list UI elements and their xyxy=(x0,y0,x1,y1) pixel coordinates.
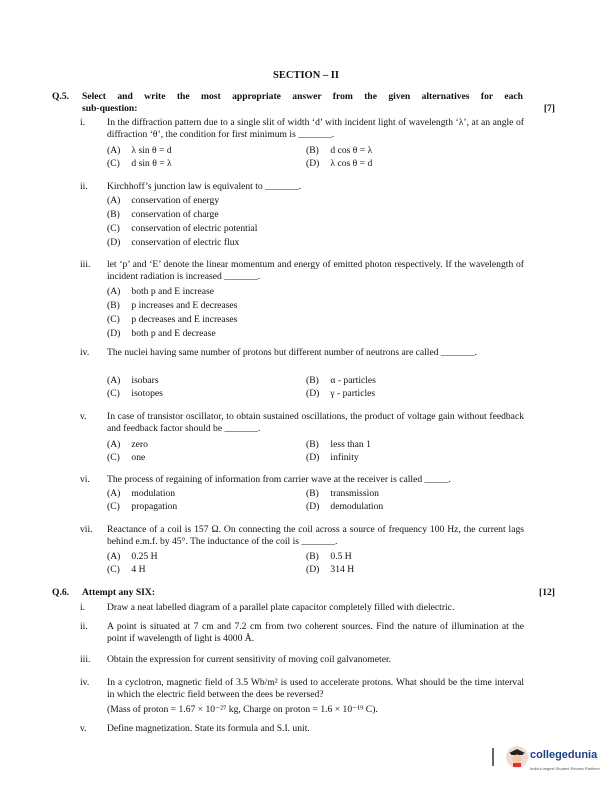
item-extra-note: (Mass of proton = 1.67 × 10⁻²⁷ kg, Charge on proton = 1.6 × 10⁻¹⁹ C). xyxy=(107,704,378,715)
q5-number: Q.5. xyxy=(52,91,70,102)
item-number: ii. xyxy=(80,621,88,632)
logo-divider xyxy=(492,748,494,766)
item-stem: Obtain the expression for current sensitivity of moving coil galvanometer. xyxy=(107,654,392,665)
option-a: (A) λ sin θ = d xyxy=(107,145,172,156)
option-a: (A) isobars xyxy=(107,375,159,386)
option-a: (A) 0.25 H xyxy=(107,551,158,562)
option-b: (B) d cos θ = λ xyxy=(306,145,373,156)
option-c: (C) d sin θ = λ xyxy=(107,158,172,169)
option-b: (B) α - particles xyxy=(306,375,376,386)
logo-name: collegedunia xyxy=(530,749,598,761)
option-c: (C) conservation of electric potential xyxy=(107,223,258,234)
item-stem: The process of regaining of information from carrier wave at the receiver is called _____. xyxy=(107,474,451,485)
option-d: (D) demodulation xyxy=(306,501,384,512)
option-d: (D) λ cos θ = d xyxy=(306,158,373,169)
option-b: (B) 0.5 H xyxy=(306,551,352,562)
option-a: (A) conservation of energy xyxy=(107,195,220,206)
item-stem: In the diffraction pattern due to a single slit of width ‘d’ with incident light of wavelength ‘λ’, at an angle of diffraction ‘θ’, the condition for first minimum is _______. xyxy=(107,117,524,140)
item-number: vi. xyxy=(80,474,90,485)
option-c: (C) one xyxy=(107,452,146,463)
option-d: (D) infinity xyxy=(306,452,359,463)
option-d: (D) both p and E decrease xyxy=(107,328,216,339)
item-stem: Draw a neat labelled diagram of a parallel plate capacitor completely filled with dielectric. xyxy=(107,602,455,613)
option-b: (B) conservation of charge xyxy=(107,209,219,220)
q5-instruction-line2: sub-question: xyxy=(82,103,138,114)
option-d: (D) conservation of electric flux xyxy=(107,237,240,248)
item-stem: A point is situated at 7 cm and 7.2 cm from two coherent sources. Find the nature of illumination at the point if wavelength of light is 4000 Å. xyxy=(107,621,524,644)
option-c: (C) isotopes xyxy=(107,388,163,399)
item-stem: The nuclei having same number of protons but different number of neutrons are called _______. xyxy=(107,347,477,358)
q5-instruction-line1: Select and write the most appropriate answer from the given alternatives for each xyxy=(82,91,523,102)
option-a: (A) modulation xyxy=(107,488,176,499)
item-number: v. xyxy=(80,723,87,734)
logo-tagline: India's largest Student Review Platform xyxy=(530,766,600,771)
collegedunia-logo xyxy=(492,746,602,776)
option-a: (A) both p and E increase xyxy=(107,286,214,297)
option-c: (C) propagation xyxy=(107,501,178,512)
item-number: iii. xyxy=(80,654,91,665)
q6-marks: [12] xyxy=(539,587,555,598)
option-b: (B) p increases and E decreases xyxy=(107,300,238,311)
item-number: v. xyxy=(80,411,87,422)
item-stem: In a cyclotron, magnetic field of 3.5 Wb/m² is used to accelerate protons. What should be the time interval in which the electric field between the dees be reversed? xyxy=(107,677,524,700)
item-stem: Reactance of a coil is 157 Ω. On connecting the coil across a source of frequency 100 Hz, the current lags behind e.m.f. by 45°. The inductance of the coil is _______. xyxy=(107,524,524,547)
q6-number: Q.6. xyxy=(52,587,70,598)
item-stem: Define magnetization. State its formula and S.I. unit. xyxy=(107,723,310,734)
item-stem: let ‘p’ and ‘E’ denote the linear momentum and energy of emitted photon respectively. If the wavelength of incident radiation is increased _______. xyxy=(107,259,524,282)
option-d: (D) γ - particles xyxy=(306,388,376,399)
item-number: vii. xyxy=(80,524,93,535)
item-number: ii. xyxy=(80,181,88,192)
option-b: (B) transmission xyxy=(306,488,379,499)
item-stem: In case of transistor oscillator, to obtain sustained oscillations, the product of voltage gain without feedback and feedback factor should be _______. xyxy=(107,411,524,434)
option-d: (D) 314 H xyxy=(306,564,355,575)
section-title: SECTION – II xyxy=(273,70,339,81)
option-b: (B) less than 1 xyxy=(306,439,371,450)
logo-mascot-icon xyxy=(506,746,528,768)
option-c: (C) 4 H xyxy=(107,564,146,575)
q6-instruction: Attempt any SIX: xyxy=(82,587,156,598)
option-c: (C) p decreases and E increases xyxy=(107,314,238,325)
item-stem: Kirchhoff’s junction law is equivalent to _______. xyxy=(107,181,302,192)
q5-marks: [7] xyxy=(543,103,555,114)
item-number: i. xyxy=(80,117,86,128)
option-a: (A) zero xyxy=(107,439,148,450)
item-number: iv. xyxy=(80,347,90,358)
item-number: iv. xyxy=(80,677,90,688)
item-number: i. xyxy=(80,602,86,613)
item-number: iii. xyxy=(80,259,91,270)
